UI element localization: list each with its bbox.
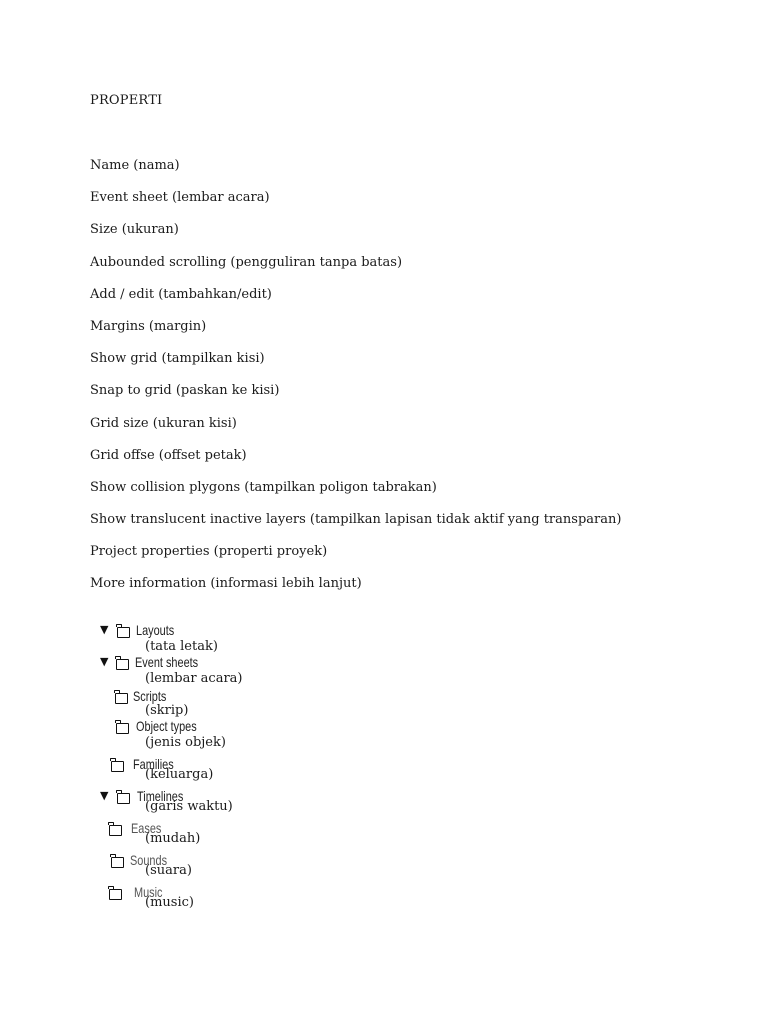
folder-icon — [116, 659, 129, 670]
property-item: Aubounded scrolling (pengguliran tanpa batas) — [90, 254, 403, 270]
tree-node-translation: (lembar acara) — [145, 671, 243, 686]
tree-node-label[interactable]: Timelines — [137, 788, 184, 804]
tree-node-label[interactable]: Eases — [131, 820, 162, 836]
property-item: Project properties (properti proyek) — [90, 544, 328, 560]
tree-node-label[interactable]: Sounds — [130, 852, 168, 868]
folder-icon — [117, 627, 130, 638]
folder-icon — [109, 825, 122, 836]
property-item: Add / edit (tambahkan/edit) — [90, 286, 272, 302]
tree-node-label[interactable]: Music — [134, 884, 163, 900]
property-item: Name (nama) — [90, 158, 180, 173]
tree-node-translation: (tata letak) — [145, 639, 218, 654]
property-item: Grid offse (offset petak) — [90, 447, 247, 463]
tree-node-translation: (skrip) — [145, 703, 189, 718]
folder-icon — [115, 693, 128, 704]
tree-node-translation: (jenis objek) — [145, 735, 226, 750]
folder-icon — [111, 857, 124, 868]
expand-arrow-icon[interactable]: ▼ — [100, 655, 109, 668]
tree-node-label[interactable]: Scripts — [133, 688, 167, 704]
property-item: Size (ukuran) — [90, 222, 179, 238]
tree-node-translation: (mudah) — [145, 831, 201, 846]
folder-icon — [116, 723, 129, 734]
property-item: Event sheet (lembar acara) — [90, 190, 270, 206]
property-item: Show translucent inactive layers (tampilkan lapisan tidak aktif yang transparan) — [90, 512, 622, 528]
tree-node-label[interactable]: Families — [133, 756, 174, 772]
tree-node-label[interactable]: Layouts — [136, 622, 175, 638]
property-item: More information (informasi lebih lanjut) — [90, 576, 362, 592]
tree-node-translation: (keluarga) — [145, 767, 214, 782]
tree-node-translation: (music) — [145, 895, 194, 910]
tree-node-label[interactable]: Object types — [136, 718, 197, 734]
tree-node-label[interactable]: Event sheets — [135, 654, 199, 670]
folder-icon — [111, 761, 124, 772]
property-item: Snap to grid (paskan ke kisi) — [90, 383, 280, 399]
expand-arrow-icon[interactable]: ▼ — [100, 623, 109, 636]
property-item: Margins (margin) — [90, 318, 207, 334]
tree-node-translation: (suara) — [145, 863, 192, 878]
folder-icon — [109, 889, 122, 900]
folder-icon — [117, 793, 130, 804]
property-item: Show collision plygons (tampilkan poligon tabrakan) — [90, 479, 437, 495]
page-heading: PROPERTI — [90, 93, 163, 108]
property-item: Show grid (tampilkan kisi) — [90, 351, 265, 367]
property-item: Grid size (ukuran kisi) — [90, 415, 237, 431]
tree-node-translation: (garis waktu) — [145, 799, 233, 814]
expand-arrow-icon[interactable]: ▼ — [100, 789, 109, 802]
